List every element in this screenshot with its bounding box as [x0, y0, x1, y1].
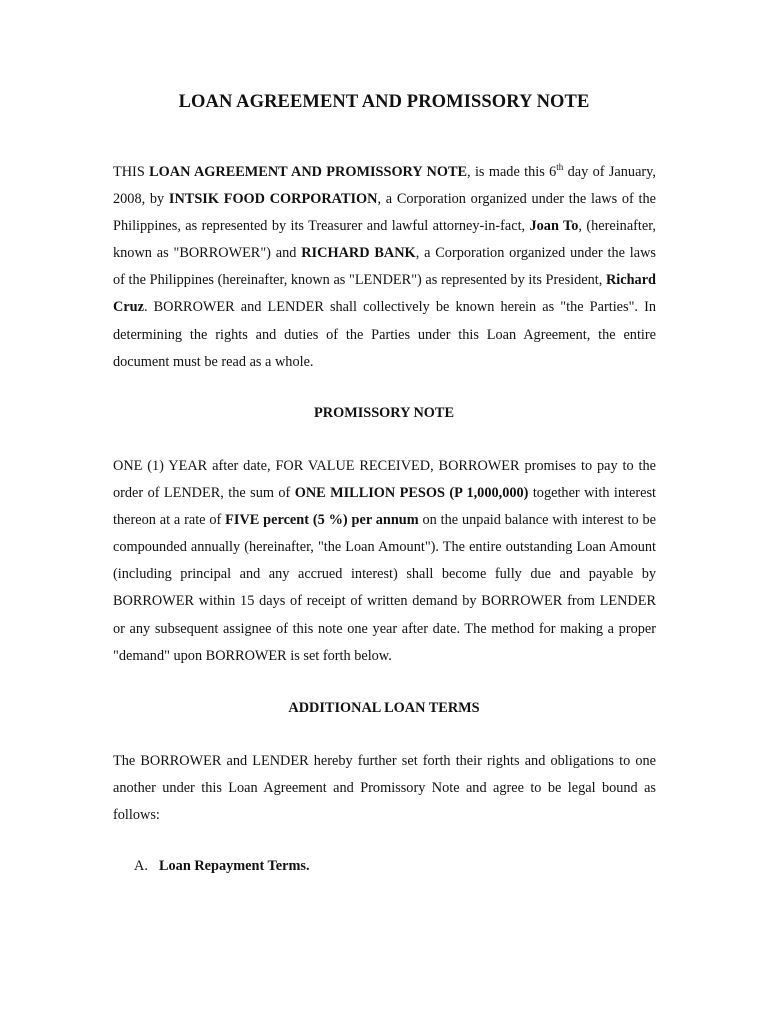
intro-text-3: day of January, 2008, by [113, 164, 656, 208]
document-title: LOAN AGREEMENT AND PROMISSORY NOTE [178, 92, 590, 112]
intro-text-2: , is made this 6 [467, 164, 557, 180]
list-item [134, 858, 310, 875]
intro-text-5: , (hereinafter, known as "BORROWER") and [113, 218, 657, 262]
borrower-company-name: INTSIK FOOD CORPORATION [168, 191, 378, 208]
lender-company-name: RICHARD BANK [301, 245, 416, 262]
intro-text-7: . BORROWER and LENDER shall collectively be known herein as "the Parties". In determining the rights and duties of the Parties under this Loan Agreement, the entire document must be read as a whole. [113, 299, 656, 370]
intro-paragraph [113, 159, 656, 376]
additional-loan-terms-heading: ADDITIONAL LOAN TERMS [288, 700, 480, 716]
intro-text-4: , a Corporation organized under the laws of the Philippines, as represented by its Treasurer and lawful attorney-in-fact, [113, 191, 657, 235]
additional-terms-paragraph: The BORROWER and LENDER hereby further set forth their rights and obligations to one another under this Loan Agreement and Promissory Note and agree to be legal bound as follows: [113, 753, 656, 824]
loan-repayment-terms-label: Loan Repayment Terms. [159, 858, 310, 874]
loan-amount: ONE MILLION PESOS (P 1,000,000) [294, 485, 529, 502]
promissory-note-heading: PROMISSORY NOTE [314, 405, 454, 421]
intro-text-1: THIS [113, 164, 150, 180]
promissory-text-1: ONE (1) YEAR after date, FOR VALUE RECEIVED, BORROWER promises to pay to the order of LENDER, the sum of [113, 458, 656, 502]
intro-agreement-name: LOAN AGREEMENT AND PROMISSORY NOTE [149, 164, 468, 180]
promissory-text-3: on the unpaid balance with interest to be compounded annually (hereinafter, "the Loan Amount"). The entire outstanding Loan Amount (including principal and any accrued interest) shall become fully due and payable by BORROWER within 15 days of receipt of written demand by BORROWER from LENDER or any subsequent assignee of this note one year after date. The method for making a proper "demand" upon BORROWER is set forth below. [113, 512, 656, 664]
lender-president-name: Richard Cruz [113, 272, 656, 316]
intro-day-suffix: th [556, 162, 564, 173]
borrower-representative-name: Joan To [529, 218, 579, 235]
promissory-text-2: together with interest thereon at a rate of [113, 485, 656, 529]
list-marker: A. [134, 858, 148, 874]
interest-rate: FIVE percent (5 %) per annum [225, 512, 419, 529]
intro-text-6: , a Corporation organized under the laws of the Philippines (hereinafter, known as "LENDER") as represented by its President, [113, 245, 656, 289]
promissory-paragraph [113, 453, 656, 670]
